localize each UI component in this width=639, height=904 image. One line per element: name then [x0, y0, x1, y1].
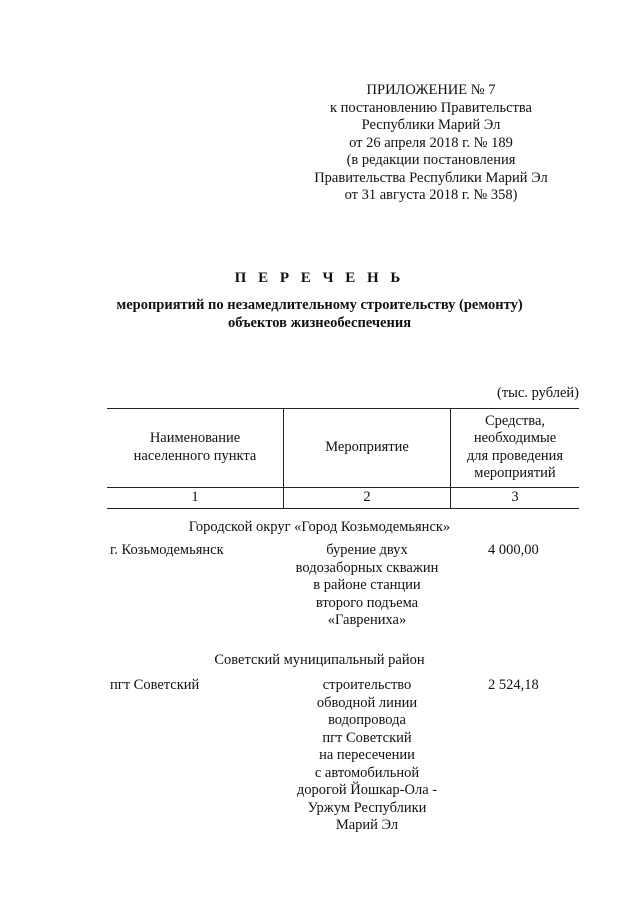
- subtitle-line: объектов жизнеобеспечения: [227, 315, 412, 331]
- subtitle-line: мероприятий по незамедлительному строительству (ремонту): [116, 297, 523, 313]
- measure-text: [284, 542, 450, 630]
- measure-line: дорогой Йошкар-Ола -: [296, 782, 438, 798]
- settlement-name: г. Козьмодемьянск: [110, 542, 224, 558]
- section-title: Городской округ «Город Козьмодемьянск»: [188, 519, 451, 535]
- appendix-line: к постановлению Правительства: [330, 99, 532, 116]
- appendix-line: от 26 апреля 2018 г. № 189: [349, 134, 513, 151]
- header-text: необходимые: [473, 430, 557, 446]
- appendix-line: Правительства Республики Марий Эл: [314, 169, 548, 186]
- header-text: Мероприятие: [325, 438, 409, 455]
- settlement-name: пгт Советский: [110, 677, 200, 693]
- table-number-border: [107, 508, 579, 509]
- column-number: 2: [363, 489, 371, 505]
- appendix-line: ПРИЛОЖЕНИЕ № 7: [366, 82, 496, 98]
- appendix-line: от 31 августа 2018 г. № 358): [344, 187, 518, 203]
- measure-line: пгт Советский: [322, 729, 412, 746]
- header-text: для проведения: [466, 447, 564, 464]
- appendix-line: (в редакции постановления: [346, 152, 516, 168]
- header-text: мероприятий: [474, 465, 556, 481]
- amount-value: 4 000,00: [488, 542, 539, 558]
- appendix-block: [281, 82, 581, 205]
- measure-line: второго подъема: [315, 594, 419, 611]
- unit-label: (тыс. рублей): [497, 385, 579, 401]
- measure-line: в районе станции: [313, 577, 421, 593]
- document-title: П Е Р Е Ч Е Н Ь: [234, 270, 405, 286]
- header-text: Средства,: [484, 412, 546, 429]
- column-number: 1: [191, 489, 199, 505]
- section-title: Советский муниципальный район: [214, 652, 425, 668]
- header-funds: [451, 408, 579, 487]
- measure-line: «Гаврениха»: [327, 612, 407, 628]
- measure-line: с автомобильной: [314, 764, 420, 781]
- measure-line: водопровода: [328, 712, 406, 728]
- measure-line: бурение двух: [326, 542, 408, 558]
- measure-line: строительство: [322, 677, 412, 693]
- document-subtitle: [0, 296, 639, 332]
- header-settlement: [107, 408, 283, 487]
- column-number: 3: [511, 489, 519, 505]
- measure-line: Марий Эл: [335, 817, 399, 833]
- measure-line: на пересечении: [319, 747, 415, 763]
- appendix-line: Республики Марий Эл: [361, 117, 501, 133]
- measure-line: водозаборных скважин: [295, 559, 439, 576]
- measure-line: Уржум Республики: [307, 799, 427, 816]
- measure-text: [284, 677, 450, 835]
- table-header-border: [107, 487, 579, 488]
- amount-value: 2 524,18: [488, 677, 539, 693]
- header-text: Наименование: [149, 430, 241, 446]
- header-text: населенного пункта: [133, 447, 257, 464]
- header-measure: [284, 408, 450, 487]
- measure-line: обводной линии: [316, 694, 418, 711]
